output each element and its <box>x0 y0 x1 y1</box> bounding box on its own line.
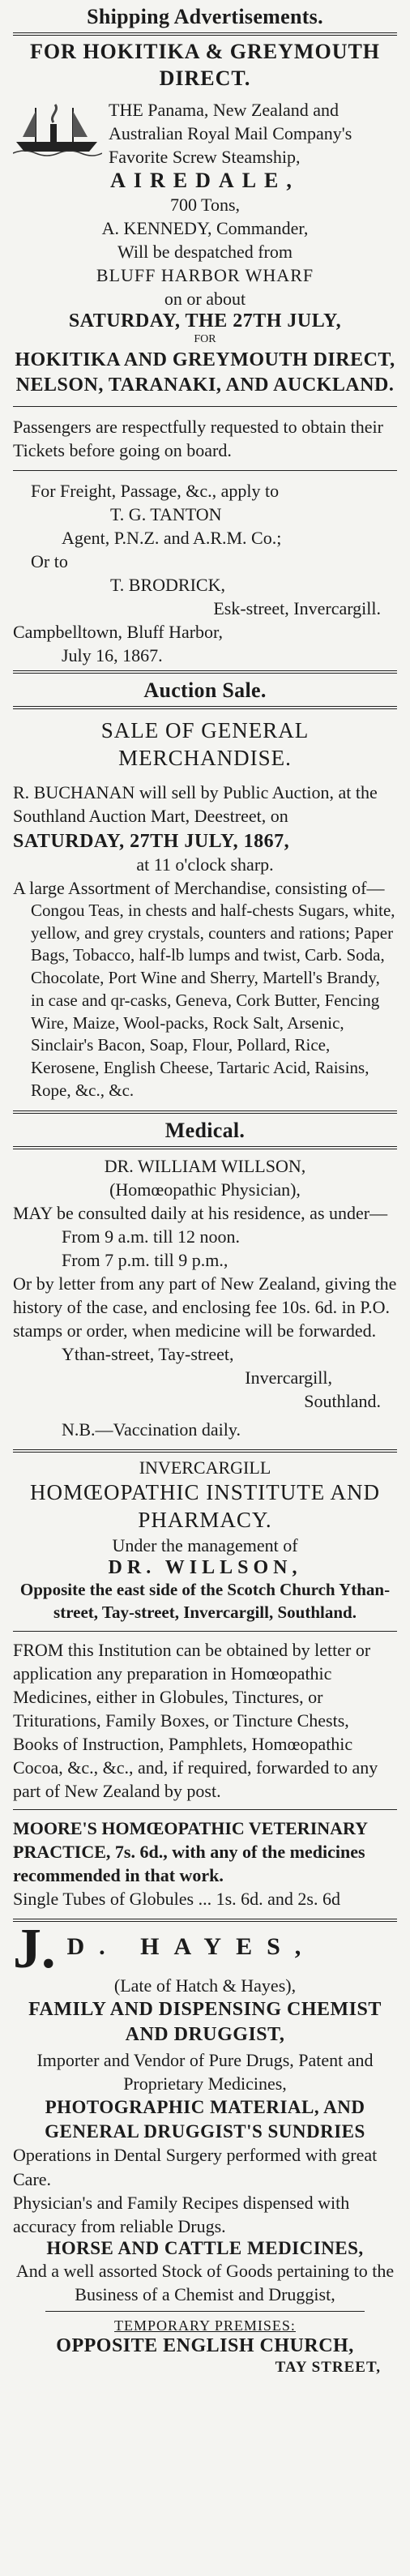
agent2-name: T. BRODRICK, <box>110 575 225 596</box>
hayes-horse: HORSE AND CATTLE MEDICINES, <box>46 2237 364 2258</box>
despatch-line: Will be despatched from <box>117 242 293 263</box>
hayes-temp: TEMPORARY PREMISES: <box>114 2317 296 2334</box>
vaccination-note: N.B.—Vaccination daily. <box>62 1419 241 1440</box>
dateline-place: Campbelltown, Bluff Harbor, <box>13 622 224 643</box>
doctor-name: DR. WILLIAM WILLSON, <box>104 1155 306 1176</box>
section-heading-auction: Auction Sale. <box>143 678 267 703</box>
hayes-late: (Late of Hatch & Hayes), <box>113 1975 297 1996</box>
divider <box>13 1919 397 1922</box>
newspaper-page <box>0 5 410 2576</box>
hokitika-title: FOR HOKITIKA & GREYMOUTH DIRECT. <box>29 40 381 90</box>
medical-letter: Or by letter from any part of New Zealand, giving the history of the case, and enclosing fee 10s. 6d. in P.O. stamps or order, when medicine will be forwarded. <box>13 1273 397 1341</box>
hayes-advert <box>13 1918 397 2377</box>
divider <box>13 406 397 407</box>
hayes-stock: And a well assorted Stock of Goods pertaining to the Business of a Chemist and Druggist, <box>15 2260 395 2304</box>
institute-manager: DR. WILLSON, <box>108 1557 302 1579</box>
for-label: FOR <box>194 333 216 346</box>
auction-advert <box>13 717 397 1102</box>
auction-intro: R. BUCHANAN will sell by Public Auction, at the Southland Auction Mart, Deestreet, on <box>13 781 378 826</box>
hayes-importer: Importer and Vendor of Pure Drugs, Patent and Proprietary Medicines, <box>36 2049 374 2094</box>
globules-price: Single Tubes of Globules ... 1s. 6d. and 2s. 6d <box>13 1889 340 1910</box>
on-or-about: on or about <box>164 289 246 310</box>
auction-lead: A large Assortment of Merchandise, consisting of— <box>13 878 385 898</box>
hayes-title: FAMILY AND DISPENSING CHEMIST AND DRUGGIST, <box>28 1999 382 2046</box>
agent1-name: T. G. TANTON <box>110 504 222 525</box>
institute-place: INVERCARGILL <box>139 1457 271 1478</box>
sailing-date: SATURDAY, THE 27TH JULY, <box>68 310 342 332</box>
institute-management: Under the management of <box>112 1535 298 1556</box>
divider <box>13 1631 397 1632</box>
medical-address-1: Ythan-street, Tay-street, <box>62 1343 234 1364</box>
doctor-role: (Homœopathic Physician), <box>109 1179 301 1200</box>
institute-body: FROM this Institution can be obtained by letter or application any preparation in Homœopathic Medicines, either in Globules, Tinctures, or Triturations, Family Boxes, or Tincture Chests, Books of Instruction, Pamphlets, Homœopathic Cocoa, &c., &c., and, if required, forwarded to any part of New Zealand by post. <box>13 1639 378 1802</box>
institute-title: HOMŒOPATHIC INSTITUTE AND PHARMACY. <box>29 1479 381 1532</box>
ship-tons: 700 Tons, <box>169 195 241 216</box>
or-to: Or to <box>31 551 68 572</box>
ship-commander: A. KENNEDY, Commander, <box>101 218 309 239</box>
hokitika-intro: THE Panama, New Zealand and Australian Royal Mail Company's Favorite Screw Steamship, <box>109 100 352 168</box>
agent2-address: Esk-street, Invercargill. <box>213 598 381 619</box>
ship-name: AIREDALE, <box>110 169 300 193</box>
divider <box>13 670 397 674</box>
hayes-photo: PHOTOGRAPHIC MATERIAL, AND GENERAL DRUGGIST'S SUNDRIES <box>45 2096 365 2142</box>
auction-items: Congou Teas, in chests and half-chests Sugars, white, yellow, and grey crystals, counters and rations; Paper Bags, Tobacco, half-lb lumps and twist, Carb. Soda, Chocolate, Port Wine and Sherry, Martell's Brandy, in case and qr-casks, Geneva, Cork Butter, Fencing Wire, Maize, Wool-packs, Rock Salt, Arsenic, Sinclair's Bacon, Soap, Flour, Pollard, Rice, Kerosene, English Cheese, Tartaric Acid, Raisins, Rope, &c., &c. <box>31 901 395 1100</box>
medical-intro: MAY be consulted daily at his residence, as under— <box>13 1202 388 1223</box>
divider <box>13 1809 397 1810</box>
divider <box>13 32 397 36</box>
hayes-street: TAY STREET, <box>275 2359 381 2377</box>
divider <box>13 706 397 709</box>
section-heading-medical: Medical. <box>164 1118 246 1142</box>
passengers-note: Passengers are respectfully requested to obtain their Tickets before going on board. <box>13 417 383 461</box>
hours-morning: From 9 a.m. till 12 noon. <box>62 1226 240 1247</box>
medical-address-3: Southland. <box>304 1390 381 1411</box>
dateline-date: July 16, 1867. <box>62 645 163 666</box>
hayes-recipes: Physician's and Family Recipes dispensed with accuracy from reliable Drugs. <box>13 2192 350 2236</box>
divider <box>13 1449 397 1453</box>
divider <box>13 1110 397 1114</box>
steamship-icon <box>13 101 102 158</box>
institute-advert <box>13 1456 397 1911</box>
hokitika-advert <box>13 39 397 667</box>
veterinary-practice: MOORE'S HOMŒOPATHIC VETERINARY PRACTICE, 7s. 6d., with any of the medicines recommended in that work. <box>13 1818 368 1886</box>
medical-advert <box>13 1154 397 1441</box>
destinations: HOKITIKA AND GREYMOUTH DIRECT, NELSON, TARANAKI, AND AUCKLAND. <box>15 349 395 396</box>
hayes-opposite: OPPOSITE ENGLISH CHURCH, <box>56 2335 354 2357</box>
auction-date: SATURDAY, 27TH JULY, 1867, <box>13 830 290 852</box>
initial-letter: J. <box>13 1918 56 1981</box>
agent1-role: Agent, P.N.Z. and A.R.M. Co.; <box>62 528 282 549</box>
hayes-name: D. HAYES, <box>66 1933 316 1961</box>
divider <box>13 470 397 471</box>
auction-title: SALE OF GENERAL MERCHANDISE. <box>100 718 310 771</box>
auction-time: at 11 o'clock sharp. <box>136 854 274 875</box>
institute-location: Opposite the east side of the Scotch Church Ythan-street, Tay-street, Invercargill, Southland. <box>19 1580 391 1623</box>
medical-address-2: Invercargill, <box>245 1367 332 1388</box>
freight-line: For Freight, Passage, &c., apply to <box>31 481 280 502</box>
divider <box>13 1146 397 1149</box>
hayes-dental: Operations in Dental Surgery performed with great Care. <box>13 2145 378 2189</box>
wharf-name: BLUFF HARBOR WHARF <box>96 265 314 286</box>
section-heading-shipping: Shipping Advertisements. <box>87 5 323 28</box>
divider <box>45 2311 365 2312</box>
hours-evening: From 7 p.m. till 9 p.m., <box>62 1249 228 1270</box>
